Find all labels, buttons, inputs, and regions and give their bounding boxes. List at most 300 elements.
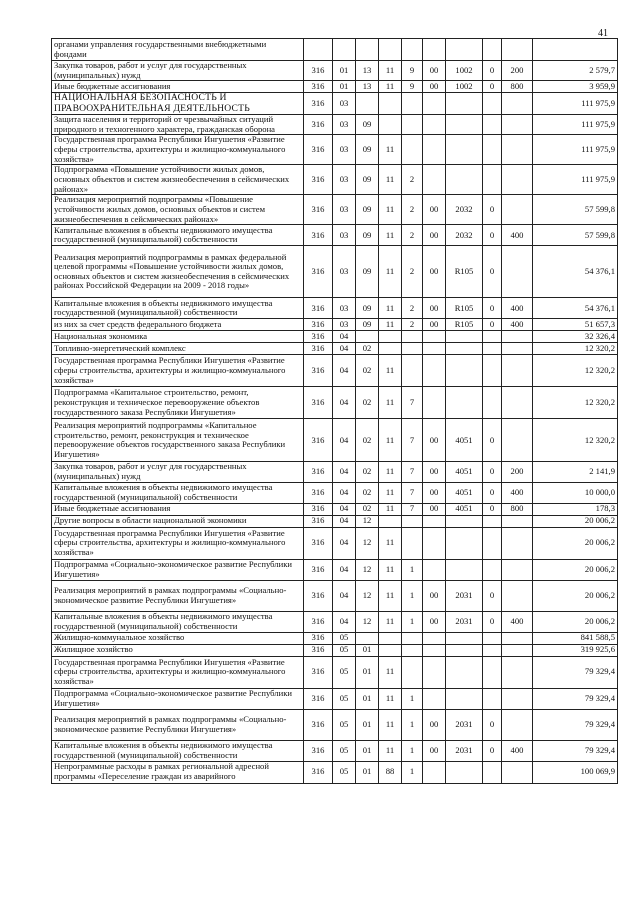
- row-sum: [533, 39, 618, 61]
- row-cs1: [379, 515, 402, 527]
- row-sum: 54 376,1: [533, 246, 618, 298]
- row-rz: 01: [333, 81, 356, 93]
- row-pr: 12: [356, 527, 379, 559]
- row-cs1: 11: [379, 709, 402, 740]
- row-rz: 04: [333, 482, 356, 503]
- row-cs2: [402, 632, 423, 644]
- row-pr: 13: [356, 81, 379, 93]
- row-cs3: 00: [423, 81, 446, 93]
- row-pr: [356, 93, 379, 115]
- row-cs3: 00: [423, 580, 446, 611]
- table-row: [52, 644, 618, 656]
- row-cs2: 7: [402, 419, 423, 462]
- row-cs2: 1: [402, 688, 423, 709]
- row-vr: [502, 709, 533, 740]
- table-row: [52, 61, 618, 81]
- table-row: [52, 135, 618, 165]
- row-rz: 03: [333, 195, 356, 225]
- row-ved: 316: [304, 93, 333, 115]
- row-cs2: [402, 515, 423, 527]
- row-name: Капитальные вложения в объекты недвижимого имущества государственной (муниципальной) собственности: [52, 298, 304, 319]
- row-cs5: [483, 93, 502, 115]
- row-cs2: 7: [402, 387, 423, 419]
- row-ved: 316: [304, 81, 333, 93]
- row-cs1: [379, 115, 402, 135]
- row-cs3: 00: [423, 195, 446, 225]
- row-cs5: [483, 559, 502, 580]
- row-rz: 05: [333, 761, 356, 783]
- row-cs5: 0: [483, 246, 502, 298]
- row-name: Капитальные вложения в объекты недвижимого имущества государственной (муниципальной) собственности: [52, 740, 304, 761]
- row-sum: 111 975,9: [533, 93, 618, 115]
- row-cs2: [402, 93, 423, 115]
- row-ved: 316: [304, 632, 333, 644]
- row-cs1: [379, 93, 402, 115]
- row-rz: 03: [333, 115, 356, 135]
- row-pr: 02: [356, 343, 379, 355]
- row-ved: 316: [304, 611, 333, 632]
- row-name: органами управления государственными внебюджетными фондами: [52, 39, 304, 61]
- row-cs5: 0: [483, 61, 502, 81]
- row-pr: 09: [356, 225, 379, 246]
- row-vr: [502, 39, 533, 61]
- row-vr: [502, 580, 533, 611]
- row-cs3: 00: [423, 246, 446, 298]
- row-cs2: [402, 135, 423, 165]
- row-cs1: 11: [379, 580, 402, 611]
- row-cs3: [423, 559, 446, 580]
- row-cs4: [446, 39, 483, 61]
- row-cs4: [446, 632, 483, 644]
- row-sum: 10 000,0: [533, 482, 618, 503]
- row-cs4: 4051: [446, 462, 483, 482]
- row-cs5: 0: [483, 611, 502, 632]
- row-cs1: 11: [379, 135, 402, 165]
- row-name: Реализация мероприятий в рамках подпрограммы «Социально-экономическое развитие Республики Ингушетия»: [52, 709, 304, 740]
- row-cs3: [423, 387, 446, 419]
- row-name: Капитальные вложения в объекты недвижимого имущества государственной (муниципальной) собственности: [52, 611, 304, 632]
- table-row: [52, 527, 618, 559]
- row-cs5: [483, 135, 502, 165]
- row-cs2: 1: [402, 740, 423, 761]
- row-cs2: 2: [402, 298, 423, 319]
- row-cs3: 00: [423, 319, 446, 331]
- row-vr: [502, 343, 533, 355]
- row-cs5: 0: [483, 503, 502, 515]
- row-vr: [502, 115, 533, 135]
- row-sum: 57 599,8: [533, 225, 618, 246]
- row-vr: 800: [502, 503, 533, 515]
- row-rz: 05: [333, 740, 356, 761]
- row-pr: 13: [356, 61, 379, 81]
- row-name: из них за счет средств федерального бюджета: [52, 319, 304, 331]
- row-sum: 12 320,2: [533, 355, 618, 387]
- row-rz: 04: [333, 355, 356, 387]
- row-cs1: 11: [379, 503, 402, 515]
- table-row: [52, 355, 618, 387]
- row-cs4: 1002: [446, 61, 483, 81]
- row-vr: [502, 355, 533, 387]
- row-ved: 316: [304, 343, 333, 355]
- table-body: [52, 39, 618, 784]
- row-cs1: 11: [379, 355, 402, 387]
- row-name: Закупка товаров, работ и услуг для государственных (муниципальных) нужд: [52, 462, 304, 482]
- row-rz: 01: [333, 61, 356, 81]
- row-cs4: 1002: [446, 81, 483, 93]
- row-ved: 316: [304, 355, 333, 387]
- table-row: [52, 39, 618, 61]
- row-name: Подпрограмма «Повышение устойчивости жилых домов, основных объектов и систем жизнеобеспечения в сейсмических районах»: [52, 165, 304, 195]
- table-row: [52, 656, 618, 688]
- row-cs5: [483, 39, 502, 61]
- row-cs3: 00: [423, 419, 446, 462]
- row-name: Другие вопросы в области национальной экономики: [52, 515, 304, 527]
- row-cs3: [423, 656, 446, 688]
- row-cs5: 0: [483, 419, 502, 462]
- row-cs5: [483, 165, 502, 195]
- table-row: [52, 740, 618, 761]
- row-sum: 2 579,7: [533, 61, 618, 81]
- row-cs5: 0: [483, 195, 502, 225]
- row-rz: 04: [333, 559, 356, 580]
- row-rz: 05: [333, 656, 356, 688]
- row-vr: [502, 331, 533, 343]
- row-cs4: 2032: [446, 225, 483, 246]
- row-name: Капитальные вложения в объекты недвижимого имущества государственной (муниципальной) собственности: [52, 482, 304, 503]
- row-cs1: [379, 644, 402, 656]
- row-rz: 04: [333, 343, 356, 355]
- row-cs4: R105: [446, 319, 483, 331]
- row-name: Жилищное хозяйство: [52, 644, 304, 656]
- row-name: Топливно-энергетический комплекс: [52, 343, 304, 355]
- row-pr: 09: [356, 195, 379, 225]
- table-row: [52, 331, 618, 343]
- row-ved: 316: [304, 115, 333, 135]
- row-ved: 316: [304, 135, 333, 165]
- table-row: [52, 419, 618, 462]
- row-vr: [502, 644, 533, 656]
- row-cs3: [423, 93, 446, 115]
- row-cs5: [483, 688, 502, 709]
- row-cs2: [402, 39, 423, 61]
- row-cs1: 11: [379, 298, 402, 319]
- row-cs5: 0: [483, 319, 502, 331]
- row-name: Защита населения и территорий от чрезвычайных ситуаций природного и техногенного характера, гражданская оборона: [52, 115, 304, 135]
- row-sum: 79 329,4: [533, 688, 618, 709]
- table-row: [52, 580, 618, 611]
- budget-table: [51, 38, 618, 784]
- row-ved: 316: [304, 709, 333, 740]
- row-cs5: [483, 527, 502, 559]
- row-cs1: 11: [379, 165, 402, 195]
- row-cs3: 00: [423, 482, 446, 503]
- row-pr: 02: [356, 419, 379, 462]
- row-rz: 04: [333, 331, 356, 343]
- row-pr: 12: [356, 515, 379, 527]
- row-pr: 12: [356, 611, 379, 632]
- row-rz: 05: [333, 709, 356, 740]
- row-cs2: 2: [402, 225, 423, 246]
- row-cs5: 0: [483, 225, 502, 246]
- row-cs4: [446, 559, 483, 580]
- row-vr: [502, 656, 533, 688]
- row-pr: 01: [356, 656, 379, 688]
- row-vr: 200: [502, 61, 533, 81]
- row-cs4: 2032: [446, 195, 483, 225]
- row-pr: 02: [356, 503, 379, 515]
- row-cs3: [423, 355, 446, 387]
- row-name: Реализация мероприятий подпрограммы в рамках федеральной целевой программы «Повышение устойчивости жилых домов, основных объектов и систем жизнеобеспечения в сейсмических районах Российской Федерации на 2009 - 2018 годы»: [52, 246, 304, 298]
- row-cs1: 11: [379, 246, 402, 298]
- row-cs1: 11: [379, 61, 402, 81]
- row-cs1: [379, 343, 402, 355]
- row-name: Реализация мероприятий подпрограммы «Капитальное строительство, ремонт, реконструкция и техническое перевооружение объектов государственного заказа Республики Ингушетия»: [52, 419, 304, 462]
- row-cs1: 11: [379, 319, 402, 331]
- row-rz: 04: [333, 462, 356, 482]
- row-cs1: [379, 39, 402, 61]
- row-rz: 03: [333, 298, 356, 319]
- row-cs5: 0: [483, 462, 502, 482]
- row-cs3: [423, 135, 446, 165]
- row-pr: 09: [356, 246, 379, 298]
- row-ved: 316: [304, 319, 333, 331]
- row-cs3: [423, 343, 446, 355]
- row-cs4: 2031: [446, 709, 483, 740]
- row-cs3: 00: [423, 503, 446, 515]
- table-row: [52, 343, 618, 355]
- row-cs5: 0: [483, 298, 502, 319]
- row-ved: 316: [304, 644, 333, 656]
- row-rz: 04: [333, 527, 356, 559]
- table-row: [52, 559, 618, 580]
- row-cs4: [446, 688, 483, 709]
- row-sum: 178,3: [533, 503, 618, 515]
- row-pr: 02: [356, 387, 379, 419]
- row-cs2: 1: [402, 611, 423, 632]
- row-vr: [502, 527, 533, 559]
- row-cs2: [402, 331, 423, 343]
- row-sum: 79 329,4: [533, 740, 618, 761]
- row-pr: 09: [356, 115, 379, 135]
- row-ved: [304, 39, 333, 61]
- table-row: [52, 165, 618, 195]
- row-cs4: [446, 515, 483, 527]
- row-cs5: 0: [483, 482, 502, 503]
- row-cs1: 11: [379, 81, 402, 93]
- row-name: Закупка товаров, работ и услуг для государственных (муниципальных) нужд: [52, 61, 304, 81]
- row-ved: 316: [304, 331, 333, 343]
- row-cs5: [483, 515, 502, 527]
- table-row: [52, 503, 618, 515]
- row-pr: 12: [356, 580, 379, 611]
- row-pr: 02: [356, 355, 379, 387]
- row-ved: 316: [304, 165, 333, 195]
- row-ved: 316: [304, 225, 333, 246]
- row-ved: 316: [304, 246, 333, 298]
- row-cs3: [423, 165, 446, 195]
- table-row: [52, 298, 618, 319]
- row-cs3: [423, 527, 446, 559]
- row-name: Государственная программа Республики Ингушетия «Развитие сферы строительства, архитектуры и жилищно-коммунального хозяйства»: [52, 355, 304, 387]
- row-vr: 400: [502, 225, 533, 246]
- row-cs3: [423, 515, 446, 527]
- row-cs2: 7: [402, 482, 423, 503]
- row-name: Государственная программа Республики Ингушетия «Развитие сферы строительства, архитектуры и жилищно-коммунального хозяйства»: [52, 135, 304, 165]
- row-cs3: 00: [423, 298, 446, 319]
- row-vr: [502, 632, 533, 644]
- row-ved: 316: [304, 462, 333, 482]
- row-name: Подпрограмма «Социально-экономическое развитие Республики Ингушетия»: [52, 688, 304, 709]
- row-cs4: [446, 387, 483, 419]
- row-cs2: 1: [402, 709, 423, 740]
- row-cs1: [379, 632, 402, 644]
- row-cs5: 0: [483, 580, 502, 611]
- table-row: [52, 761, 618, 783]
- row-sum: 20 006,2: [533, 580, 618, 611]
- row-pr: [356, 39, 379, 61]
- row-name: Капитальные вложения в объекты недвижимого имущества государственной (муниципальной) собственности: [52, 225, 304, 246]
- row-sum: 79 329,4: [533, 709, 618, 740]
- row-name: Иные бюджетные ассигнования: [52, 503, 304, 515]
- table-row: [52, 709, 618, 740]
- row-cs2: 2: [402, 319, 423, 331]
- row-rz: 03: [333, 165, 356, 195]
- row-pr: 01: [356, 709, 379, 740]
- row-cs4: 2031: [446, 740, 483, 761]
- row-pr: 01: [356, 688, 379, 709]
- row-sum: 20 006,2: [533, 515, 618, 527]
- row-cs4: [446, 343, 483, 355]
- row-cs2: [402, 355, 423, 387]
- row-vr: 800: [502, 81, 533, 93]
- row-cs1: 11: [379, 482, 402, 503]
- row-cs4: 4051: [446, 503, 483, 515]
- row-vr: [502, 246, 533, 298]
- row-cs3: 00: [423, 611, 446, 632]
- row-vr: 400: [502, 319, 533, 331]
- row-cs5: [483, 644, 502, 656]
- row-ved: 316: [304, 740, 333, 761]
- row-cs5: [483, 387, 502, 419]
- row-sum: 111 975,9: [533, 115, 618, 135]
- table-row: [52, 319, 618, 331]
- table-row: [52, 93, 618, 115]
- row-cs1: 11: [379, 195, 402, 225]
- row-cs1: 11: [379, 462, 402, 482]
- row-vr: 200: [502, 462, 533, 482]
- table-row: [52, 688, 618, 709]
- row-cs4: 2031: [446, 580, 483, 611]
- row-rz: 04: [333, 387, 356, 419]
- row-pr: 02: [356, 482, 379, 503]
- row-sum: 57 599,8: [533, 195, 618, 225]
- table-row: [52, 462, 618, 482]
- row-cs4: [446, 656, 483, 688]
- row-cs5: [483, 761, 502, 783]
- row-pr: 02: [356, 462, 379, 482]
- row-cs5: 0: [483, 709, 502, 740]
- row-rz: 05: [333, 632, 356, 644]
- row-sum: 12 320,2: [533, 419, 618, 462]
- row-cs1: 11: [379, 387, 402, 419]
- table-row: [52, 611, 618, 632]
- row-ved: 316: [304, 559, 333, 580]
- row-cs2: 7: [402, 462, 423, 482]
- row-name: Государственная программа Республики Ингушетия «Развитие сферы строительства, архитектуры и жилищно-коммунального хозяйства»: [52, 527, 304, 559]
- row-cs2: [402, 644, 423, 656]
- row-rz: 04: [333, 611, 356, 632]
- row-cs4: [446, 93, 483, 115]
- row-vr: [502, 419, 533, 462]
- row-cs1: 11: [379, 740, 402, 761]
- row-cs4: 4051: [446, 482, 483, 503]
- row-cs4: [446, 115, 483, 135]
- row-sum: 100 069,9: [533, 761, 618, 783]
- row-cs4: [446, 331, 483, 343]
- row-ved: 316: [304, 482, 333, 503]
- row-cs3: 00: [423, 740, 446, 761]
- row-rz: 04: [333, 515, 356, 527]
- row-pr: 01: [356, 761, 379, 783]
- row-cs4: 2031: [446, 611, 483, 632]
- row-vr: [502, 515, 533, 527]
- row-sum: 111 975,9: [533, 135, 618, 165]
- row-cs2: 1: [402, 580, 423, 611]
- table-row: [52, 225, 618, 246]
- row-cs3: [423, 331, 446, 343]
- row-vr: [502, 387, 533, 419]
- row-ved: 316: [304, 580, 333, 611]
- row-sum: 111 975,9: [533, 165, 618, 195]
- row-pr: 09: [356, 319, 379, 331]
- row-sum: 3 959,9: [533, 81, 618, 93]
- table-row: [52, 115, 618, 135]
- row-cs5: [483, 115, 502, 135]
- row-cs1: [379, 331, 402, 343]
- row-ved: 316: [304, 387, 333, 419]
- row-sum: 20 006,2: [533, 611, 618, 632]
- row-cs3: 00: [423, 225, 446, 246]
- row-vr: [502, 195, 533, 225]
- row-vr: [502, 559, 533, 580]
- row-cs5: 0: [483, 81, 502, 93]
- row-sum: 12 320,2: [533, 343, 618, 355]
- table-row: [52, 246, 618, 298]
- row-pr: [356, 632, 379, 644]
- row-vr: 400: [502, 740, 533, 761]
- row-cs5: [483, 331, 502, 343]
- row-pr: 09: [356, 165, 379, 195]
- row-ved: 316: [304, 61, 333, 81]
- row-pr: 09: [356, 298, 379, 319]
- row-ved: 316: [304, 503, 333, 515]
- row-cs2: 7: [402, 503, 423, 515]
- row-cs5: [483, 632, 502, 644]
- row-cs2: [402, 343, 423, 355]
- row-cs3: 00: [423, 462, 446, 482]
- row-ved: 316: [304, 688, 333, 709]
- row-pr: 01: [356, 644, 379, 656]
- table-row: [52, 81, 618, 93]
- table-row: [52, 195, 618, 225]
- row-sum: 2 141,9: [533, 462, 618, 482]
- row-cs2: [402, 527, 423, 559]
- row-cs3: 00: [423, 709, 446, 740]
- table-row: [52, 632, 618, 644]
- row-ved: 316: [304, 419, 333, 462]
- row-vr: [502, 93, 533, 115]
- row-cs3: [423, 115, 446, 135]
